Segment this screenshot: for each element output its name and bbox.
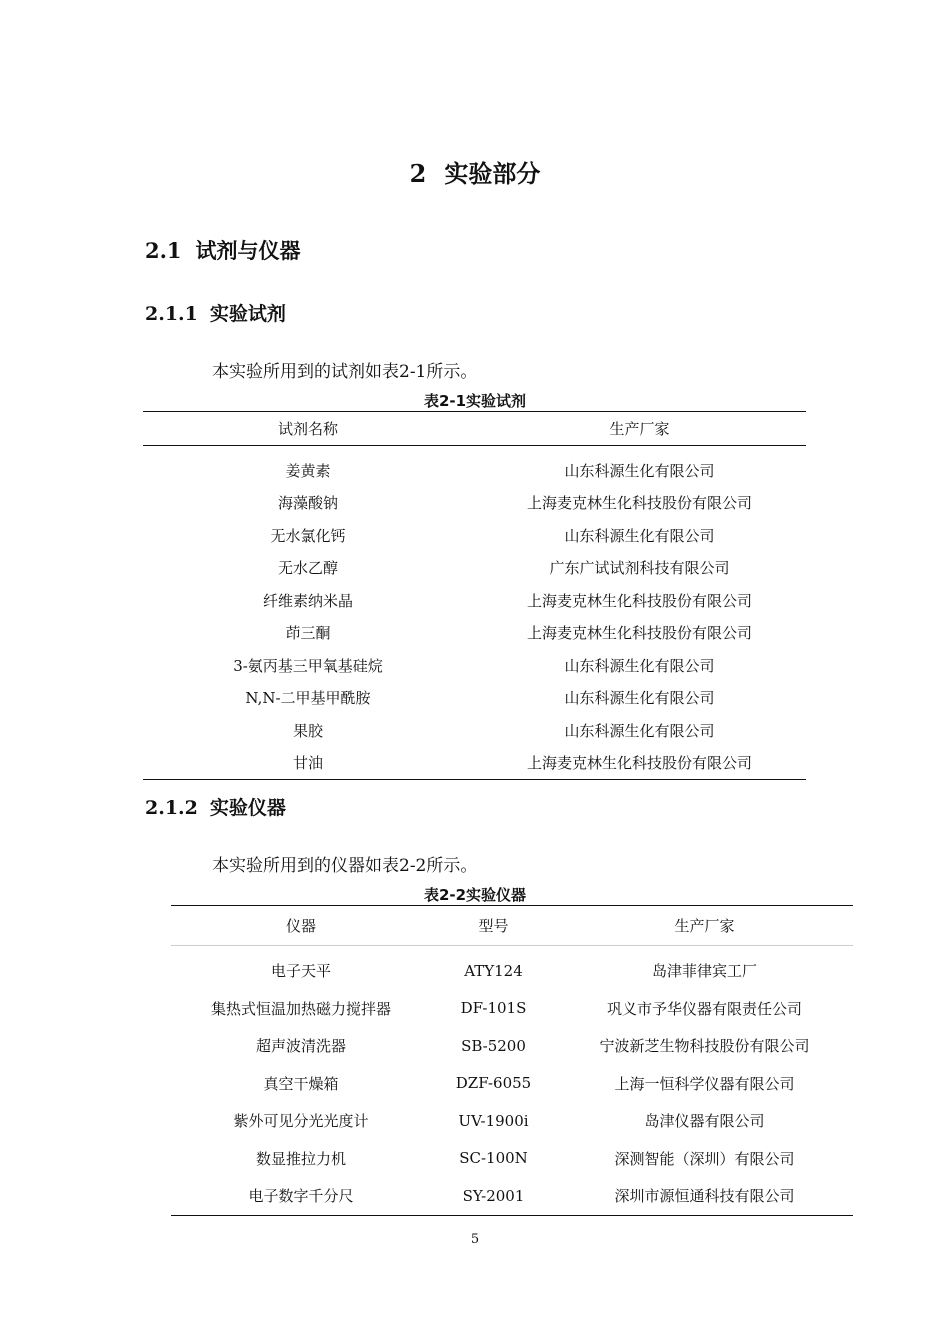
subsection-title-text: 实验试剂: [209, 303, 286, 325]
model-number: DF-101S: [460, 999, 527, 1018]
column-header: 生产厂家: [556, 906, 853, 946]
instrument-name: 电子天平: [270, 962, 331, 981]
section-number: 2.1: [145, 238, 182, 263]
manufacturer: 宁波新芝生物科技股份有限公司: [599, 1037, 810, 1056]
paragraph-reagents: 本实验所用到的试剂如表2-1所示。: [212, 362, 478, 382]
reagent-name: 果胶: [292, 721, 323, 740]
table-header-row: [171, 906, 853, 946]
table-row: [143, 649, 806, 682]
paragraph-instruments: 本实验所用到的仪器如表2-2所示。: [212, 856, 478, 876]
instruments-table: [171, 905, 853, 1216]
model-number: SC-100N: [459, 1149, 528, 1168]
reagent-name: 茚三酮: [285, 624, 331, 643]
reagent-name: 纤维素纳米晶: [262, 591, 353, 610]
chapter-title-text: 实验部分: [444, 159, 541, 188]
manufacturer: 上海一恒科学仪器有限公司: [614, 1074, 795, 1093]
manufacturer: 山东科源生化有限公司: [564, 656, 715, 675]
table-row: [143, 714, 806, 747]
instrument-name: 数显推拉力机: [255, 1149, 346, 1168]
table-row: [143, 584, 806, 617]
reagent-name: 甘油: [292, 754, 323, 773]
chapter-number: 2: [409, 159, 427, 188]
instrument-name: 集热式恒温加热磁力搅拌器: [210, 999, 391, 1018]
section-title-text: 试剂与仪器: [195, 238, 301, 263]
manufacturer: 深圳市源恒通科技有限公司: [614, 1187, 795, 1206]
reagents-table: [143, 411, 806, 780]
instrument-name: 紫外可见分光光度计: [233, 1112, 369, 1131]
column-header: 生产厂家: [473, 412, 806, 446]
table-row: [143, 519, 806, 552]
table-row: [171, 946, 853, 990]
table-row: [171, 1065, 853, 1103]
manufacturer: 上海麦克林生化科技股份有限公司: [526, 494, 752, 513]
subsection-heading-2-1-2: [145, 793, 286, 820]
manufacturer: 岛津菲律宾工厂: [651, 962, 757, 981]
manufacturer: 岛津仪器有限公司: [644, 1112, 765, 1131]
manufacturer: 上海麦克林生化科技股份有限公司: [526, 624, 752, 643]
manufacturer: 巩义市予华仪器有限责任公司: [606, 999, 802, 1018]
table-row: [171, 1102, 853, 1140]
reagent-name: 无水乙醇: [277, 559, 338, 578]
manufacturer: 上海麦克林生化科技股份有限公司: [526, 591, 752, 610]
reagent-name: 姜黄素: [285, 461, 331, 480]
column-header: 型号: [431, 906, 556, 946]
table-header-row: [143, 412, 806, 446]
table-row: [171, 1140, 853, 1178]
subsection-heading-2-1-1: [145, 299, 286, 326]
model-number: ATY124: [464, 961, 523, 980]
subsection-number: 2.1.2: [145, 797, 198, 819]
table-row: [171, 1027, 853, 1065]
instrument-name: 真空干燥箱: [263, 1074, 339, 1093]
manufacturer: 广东广试试剂科技有限公司: [549, 559, 730, 578]
table-row: [143, 682, 806, 715]
reagent-name: 无水氯化钙: [270, 526, 346, 545]
table-row: [171, 990, 853, 1028]
section-heading-2-1: [145, 235, 301, 265]
page-number: 5: [470, 1232, 480, 1247]
table1-caption: 表2-1实验试剂: [423, 392, 527, 410]
model-number: DZF-6055: [455, 1074, 532, 1093]
reagent-name: 3-氨丙基三甲氧基硅烷: [233, 656, 383, 675]
table-row: [143, 617, 806, 650]
manufacturer: 上海麦克林生化科技股份有限公司: [526, 754, 752, 773]
manufacturer: 山东科源生化有限公司: [564, 461, 715, 480]
instrument-name: 超声波清洗器: [255, 1037, 346, 1056]
table-row: [143, 747, 806, 780]
manufacturer: 山东科源生化有限公司: [564, 689, 715, 708]
manufacturer: 山东科源生化有限公司: [564, 526, 715, 545]
column-header: 试剂名称: [143, 412, 473, 446]
column-header: 仪器: [171, 906, 431, 946]
reagent-name: 海藻酸钠: [277, 494, 338, 513]
table-row: [143, 487, 806, 520]
chapter-title: [0, 154, 950, 189]
subsection-title-text: 实验仪器: [209, 797, 286, 819]
reagent-name: N,N-二甲基甲酰胺: [245, 689, 371, 708]
model-number: SB-5200: [461, 1036, 526, 1055]
model-number: UV-1900i: [458, 1111, 529, 1130]
table-row: [143, 446, 806, 487]
table-row: [143, 552, 806, 585]
table-row: [171, 1177, 853, 1215]
manufacturer: 山东科源生化有限公司: [564, 721, 715, 740]
table2-caption: 表2-2实验仪器: [423, 886, 527, 904]
subsection-number: 2.1.1: [145, 303, 198, 325]
model-number: SY-2001: [462, 1186, 525, 1205]
manufacturer: 深测智能（深圳）有限公司: [614, 1149, 795, 1168]
instrument-name: 电子数字千分尺: [248, 1187, 354, 1206]
